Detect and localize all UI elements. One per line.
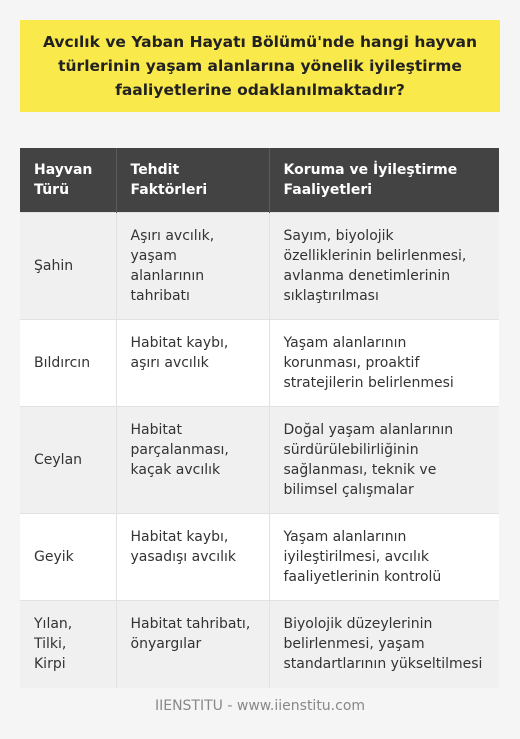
footer-credit: IIENSTITU - www.iienstitu.com — [154, 698, 366, 714]
table-row — [20, 514, 499, 601]
species-cell: Geyik — [20, 514, 116, 601]
actions-cell: Yaşam alanlarının korunması, proaktif stratejilerin belirlenmesi — [269, 320, 499, 407]
table-row — [20, 320, 499, 407]
header-actions: Koruma ve İyileştirme Faaliyetleri — [269, 148, 499, 213]
table-row — [20, 601, 499, 688]
threats-cell: Habitat kaybı, aşırı avcılık — [116, 320, 269, 407]
species-cell: Şahin — [20, 213, 116, 320]
actions-cell: Yaşam alanlarının iyileştirilmesi, avcılık faaliyetlerinin kontrolü — [269, 514, 499, 601]
species-cell: Yılan, Tilki, Kirpi — [20, 601, 116, 688]
actions-cell: Biyolojik düzeylerinin belirlenmesi, yaşam standartlarının yükseltilmesi — [269, 601, 499, 688]
species-cell: Bıldırcın — [20, 320, 116, 407]
threats-cell: Habitat kaybı, yasadışı avcılık — [116, 514, 269, 601]
actions-cell: Sayım, biyolojik özelliklerinin belirlenmesi, avlanma denetimlerinin sıklaştırılması — [269, 213, 499, 320]
header-threats: Tehdit Faktörleri — [116, 148, 269, 213]
table-row — [20, 407, 499, 514]
species-table — [20, 148, 499, 688]
threats-cell: Habitat parçalanması, kaçak avcılık — [116, 407, 269, 514]
table-row — [20, 213, 499, 320]
table-header-row — [20, 148, 499, 213]
species-cell: Ceylan — [20, 407, 116, 514]
actions-cell: Doğal yaşam alanlarının sürdürülebilirliğinin sağlanması, teknik ve bilimsel çalışmalar — [269, 407, 499, 514]
threats-cell: Aşırı avcılık, yaşam alanlarının tahribatı — [116, 213, 269, 320]
title-banner — [20, 20, 500, 112]
header-species: Hayvan Türü — [20, 148, 116, 213]
page-title: Avcılık ve Yaban Hayatı Bölümü'nde hangi hayvan türlerinin yaşam alanlarına yönelik iyileştirme faaliyetlerine odaklanılmaktadır? — [42, 33, 478, 99]
threats-cell: Habitat tahribatı, önyargılar — [116, 601, 269, 688]
